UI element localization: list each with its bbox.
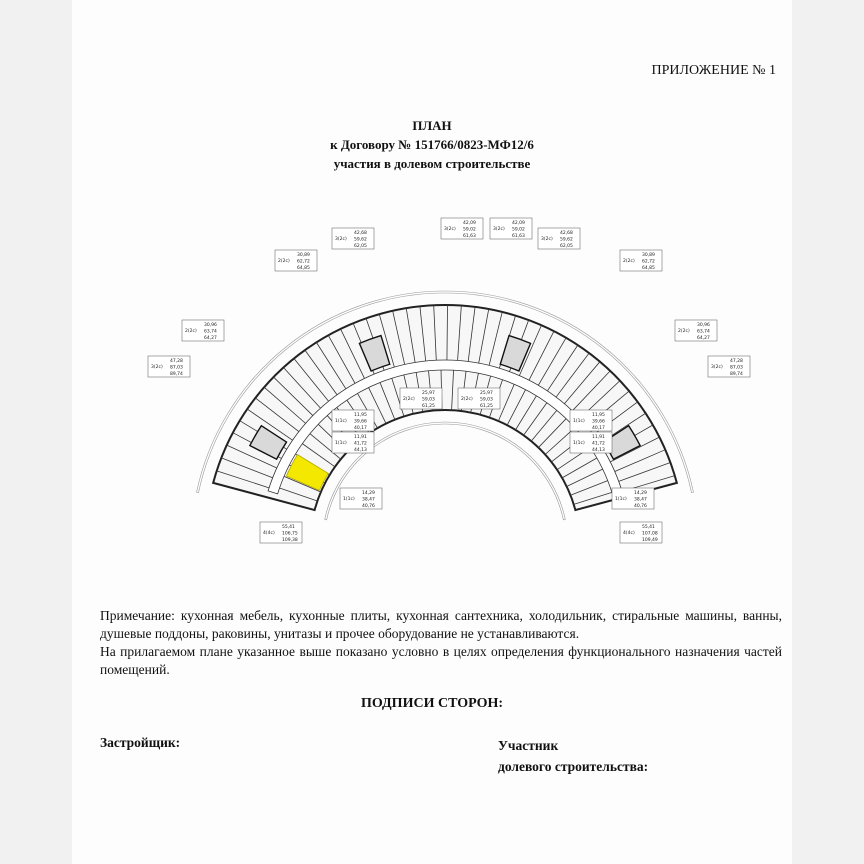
unit-area: 40,17 (592, 426, 605, 431)
unit-area: 42,09 (463, 221, 476, 226)
unit-area: 40,76 (362, 504, 375, 509)
unit-area: 64,85 (642, 266, 655, 271)
page-margin-right (792, 0, 864, 864)
unit-area: 64,85 (297, 266, 310, 271)
note-paragraph-1: Примечание: кухонная мебель, кухонные плиты, кухонная сантехника, холодильник, стиральные машины, ванны, душевые поддоны, раковины, унитазы и прочее оборудование не устанавливаются. (100, 608, 782, 641)
unit-label (260, 522, 302, 543)
unit-label (570, 432, 612, 453)
unit-label (612, 488, 654, 509)
unit-label (620, 522, 662, 543)
unit-type: 4(4с) (263, 531, 275, 536)
unit-area: 61,63 (463, 234, 476, 239)
unit-label (332, 432, 374, 453)
unit-area: 47,28 (170, 359, 183, 364)
unit-label (490, 218, 532, 239)
unit-type: 2(2с) (185, 329, 197, 334)
unit-type: 2(2с) (403, 397, 415, 402)
unit-area: 11,95 (354, 413, 367, 418)
unit-area: 87,03 (730, 365, 743, 371)
unit-type: 2(2с) (623, 259, 635, 264)
unit-label (332, 410, 374, 431)
unit-area: 87,03 (170, 365, 183, 371)
unit-type: 1(1с) (343, 497, 355, 502)
unit-type: 1(1с) (335, 441, 347, 446)
unit-area: 14,29 (634, 491, 647, 496)
unit-label (340, 488, 382, 509)
unit-area: 63,74 (204, 329, 217, 335)
unit-label (275, 250, 317, 271)
unit-area: 59,62 (354, 237, 367, 243)
floor-plan (100, 210, 790, 560)
title-plan: ПЛАН (412, 118, 452, 133)
unit-type: 3(2с) (444, 227, 456, 232)
note-paragraph-2: На прилагаемом плане указанное выше показано условно в целях определения функционального назначения частей помещений. (100, 644, 782, 677)
unit-area: 107,08 (642, 531, 658, 537)
unit-area: 42,09 (512, 221, 525, 226)
unit-area: 89,74 (170, 372, 183, 377)
unit-area: 106,75 (282, 531, 298, 537)
title-contract: к Договору № 151766/0823-МФ12/6 (330, 137, 534, 152)
unit-area: 64,27 (697, 336, 710, 341)
unit-area: 11,91 (354, 435, 367, 440)
unit-area: 59,03 (422, 397, 435, 403)
unit-area: 62,05 (560, 244, 573, 249)
unit-area: 44,13 (354, 448, 367, 453)
participant-line-2: долевого строительства: (498, 759, 649, 774)
unit-area: 40,76 (634, 504, 647, 509)
unit-type: 2(2с) (461, 397, 473, 402)
unit-area: 61,63 (512, 234, 525, 239)
unit-area: 42,68 (354, 231, 367, 236)
unit-area: 11,91 (592, 435, 605, 440)
unit-area: 14,29 (362, 491, 375, 496)
unit-label (538, 228, 580, 249)
unit-label (400, 388, 442, 409)
unit-type: 3(2с) (541, 237, 553, 242)
unit-area: 109,49 (642, 538, 658, 543)
unit-area: 64,27 (204, 336, 217, 341)
unit-type: 3(2с) (335, 237, 347, 242)
unit-type: 3(2с) (151, 365, 163, 370)
unit-type: 3(2с) (711, 365, 723, 370)
unit-area: 109,38 (282, 538, 298, 543)
unit-area: 30,89 (297, 253, 310, 258)
unit-label (148, 356, 190, 377)
unit-type: 4(4с) (623, 531, 635, 536)
unit-area: 61,25 (480, 404, 493, 409)
unit-area: 59,02 (463, 227, 476, 233)
developer-label: Застройщик: (100, 735, 181, 750)
unit-label (332, 228, 374, 249)
page-margin-left (0, 0, 72, 864)
participant-label (498, 735, 648, 777)
document-title (72, 116, 792, 173)
unit-label (708, 356, 750, 377)
unit-type: 2(2с) (278, 259, 290, 264)
unit-area: 38,47 (634, 497, 647, 503)
unit-area: 30,96 (204, 323, 217, 328)
appendix-label: ПРИЛОЖЕНИЕ № 1 (651, 63, 776, 78)
title-subject: участия в долевом строительстве (333, 156, 531, 171)
unit-area: 62,72 (642, 259, 655, 265)
unit-type: 1(1с) (615, 497, 627, 502)
unit-area: 59,03 (480, 397, 493, 403)
unit-area: 63,74 (697, 329, 710, 335)
unit-type: 2(2с) (678, 329, 690, 334)
unit-label (458, 388, 500, 409)
unit-area: 59,02 (512, 227, 525, 233)
unit-label (441, 218, 483, 239)
unit-type: 3(2с) (493, 227, 505, 232)
unit-type: 1(1с) (573, 419, 585, 424)
unit-label (570, 410, 612, 431)
unit-area: 55,41 (642, 525, 655, 530)
unit-area: 89,74 (730, 372, 743, 377)
unit-label (675, 320, 717, 341)
signatures-title: ПОДПИСИ СТОРОН: (360, 696, 504, 711)
floor-plan-drawing (100, 210, 790, 560)
unit-label (620, 250, 662, 271)
unit-area: 42,68 (560, 231, 573, 236)
unit-area: 44,13 (592, 448, 605, 453)
unit-area: 11,95 (592, 413, 605, 418)
unit-area: 30,89 (642, 253, 655, 258)
unit-label (182, 320, 224, 341)
unit-area: 62,05 (354, 244, 367, 249)
unit-area: 30,96 (697, 323, 710, 328)
unit-area: 41,72 (592, 441, 605, 447)
unit-area: 39,66 (354, 419, 367, 425)
unit-area: 39,66 (592, 419, 605, 425)
document-page (72, 0, 792, 864)
participant-line-1: Участник (498, 738, 559, 753)
unit-area: 25,97 (422, 391, 435, 396)
unit-area: 25,97 (480, 391, 493, 396)
unit-area: 38,47 (362, 497, 375, 503)
unit-area: 59,62 (560, 237, 573, 243)
unit-area: 61,25 (422, 404, 435, 409)
unit-type: 1(1с) (573, 441, 585, 446)
unit-area: 40,17 (354, 426, 367, 431)
unit-type: 1(1с) (335, 419, 347, 424)
unit-area: 62,72 (297, 259, 310, 265)
note-block (100, 607, 782, 679)
unit-area: 47,28 (730, 359, 743, 364)
unit-area: 55,41 (282, 525, 295, 530)
unit-area: 41,72 (354, 441, 367, 447)
